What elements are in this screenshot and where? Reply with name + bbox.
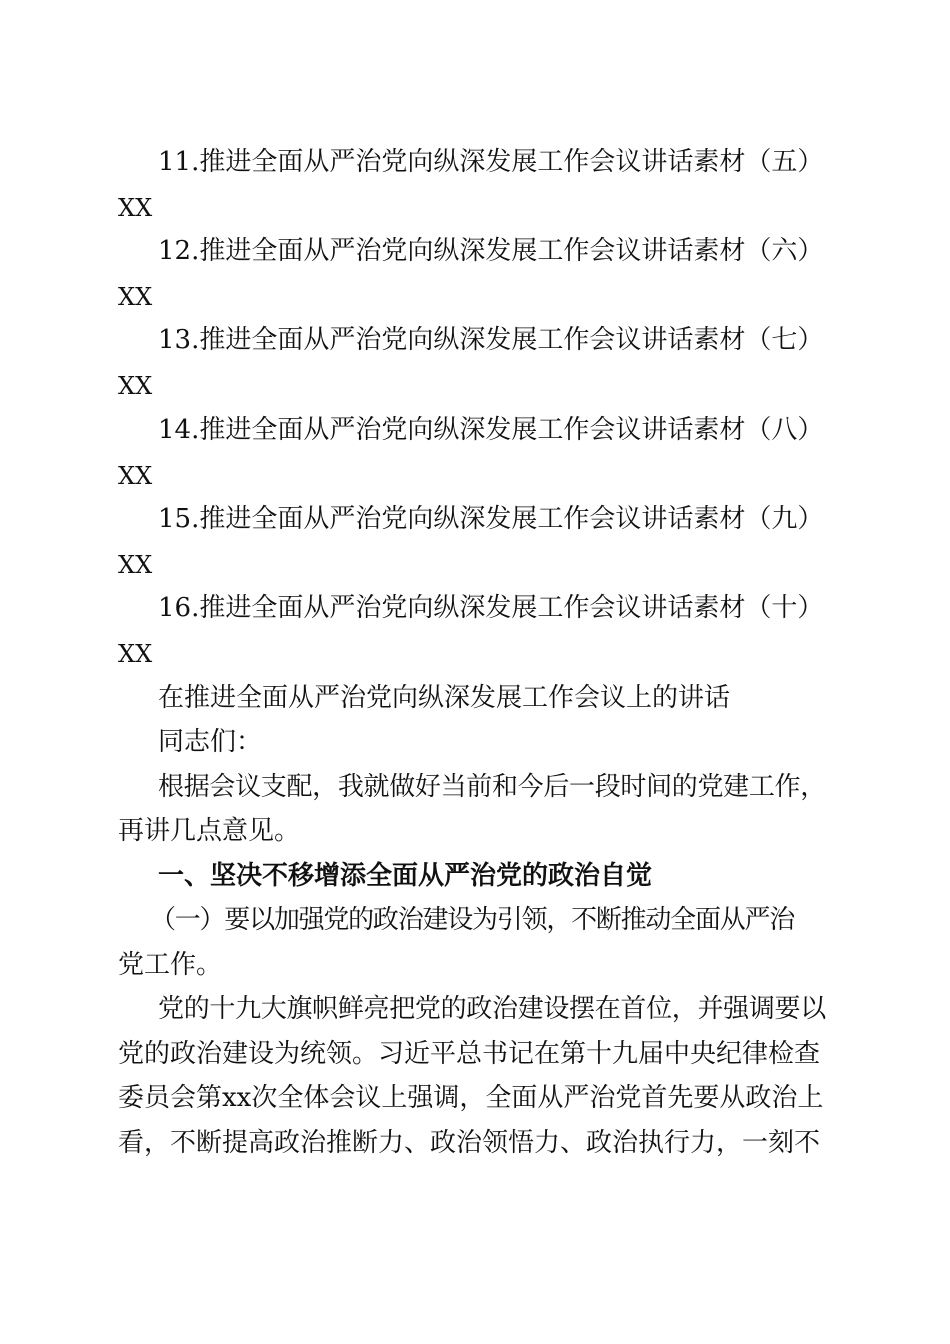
toc-item-title: 11.推进全面从严治党向纵深发展工作会议讲话素材（五）	[158, 147, 824, 177]
toc-item-title: 13.推进全面从严治党向纵深发展工作会议讲话素材（七）	[158, 325, 824, 355]
salutation: 同志们：	[158, 727, 263, 757]
speech-title: 在推进全面从严治党向纵深发展工作会议上的讲话	[158, 683, 731, 713]
toc-item-title: 14.推进全面从严治党向纵深发展工作会议讲话素材（八）	[158, 415, 824, 445]
body-paragraph: 委员会第xx次全体会议上强调，全面从严治党首先要从政治上	[118, 1083, 824, 1113]
section-heading: 一、坚决不移增添全面从严治党的政治自觉	[158, 861, 653, 891]
intro-paragraph: 根据会议支配，我就做好当前和今后一段时间的党建工作，	[158, 772, 826, 802]
toc-item-author: XX	[118, 194, 153, 222]
subsection-heading: 党工作。	[118, 950, 223, 980]
toc-item-author: XX	[118, 372, 153, 400]
body-paragraph: 党的政治建设为统领。习近平总书记在第十九届中央纪律检查	[118, 1039, 821, 1069]
toc-item-author: XX	[118, 551, 153, 579]
toc-item-author: XX	[118, 640, 153, 668]
subsection-heading: （一）要以加强党的政治建设为引领，不断推动全面从严治	[150, 905, 795, 935]
toc-item-author: XX	[118, 462, 153, 490]
body-paragraph: 看，不断提高政治推断力、政治领悟力、政治执行力，一刻不	[118, 1128, 821, 1158]
toc-item-title: 15.推进全面从严治党向纵深发展工作会议讲话素材（九）	[158, 504, 824, 534]
body-paragraph: 党的十九大旗帜鲜亮把党的政治建设摆在首位，并强调要以	[158, 994, 826, 1024]
toc-item-title: 16.推进全面从严治党向纵深发展工作会议讲话素材（十）	[158, 593, 824, 623]
toc-item-author: XX	[118, 283, 153, 311]
intro-paragraph: 再讲几点意见。	[118, 816, 301, 846]
toc-item-title: 12.推进全面从严治党向纵深发展工作会议讲话素材（六）	[158, 236, 824, 266]
